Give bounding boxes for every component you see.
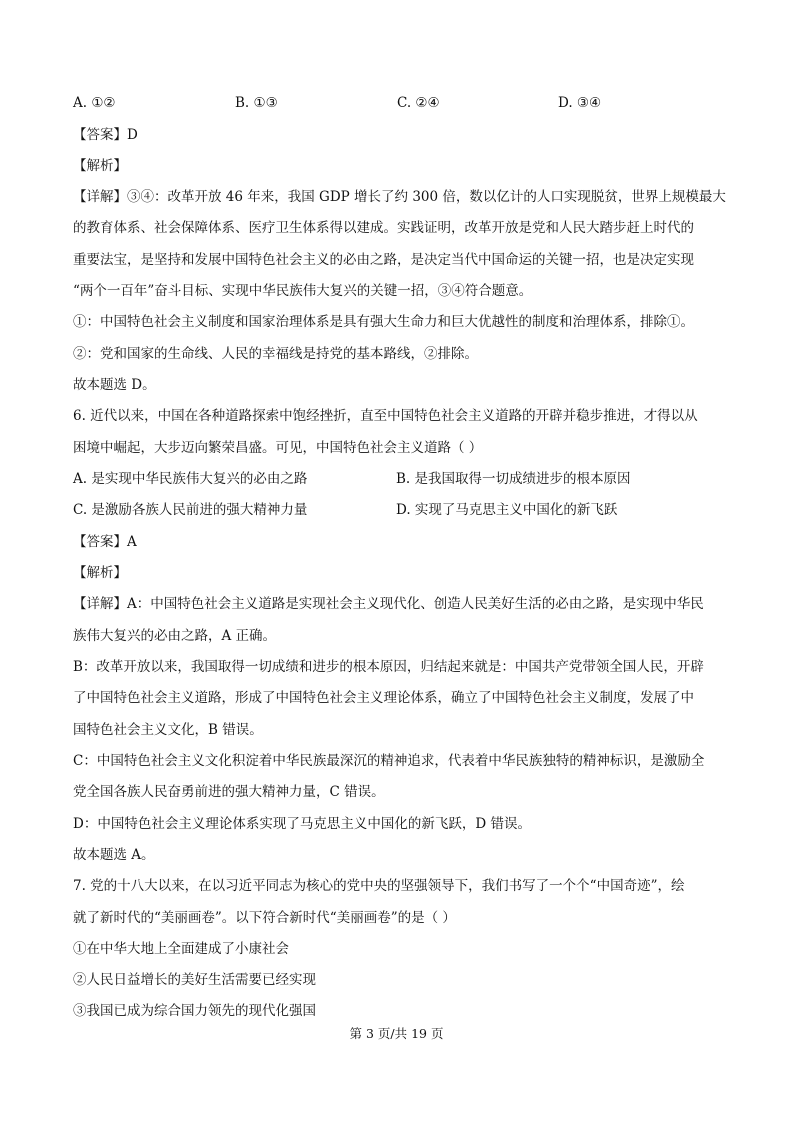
q6-detail-line: 故本题选 A。: [73, 847, 155, 863]
q6-detail-line: 了中国特色社会主义道路，形成了中国特色社会主义理论体系，确立了中国特色社会主义制度，发展了中: [73, 690, 694, 706]
q6-option-c: C. 是激励各族人民前进的强大精神力量: [73, 502, 308, 518]
q5-option-b: B. ①③: [235, 95, 278, 111]
q5-option-a: A. ①②: [73, 95, 116, 111]
q5-detail-line: ①：中国特色社会主义制度和国家治理体系是具有强大生命力和巨大优越性的制度和治理体系，排除①。: [73, 314, 694, 330]
q7-stem-line: 就了新时代的“美丽画卷”。以下符合新时代“美丽画卷”的是（ ）: [73, 910, 456, 926]
q7-item: ②人民日益增长的美好生活需要已经实现: [73, 972, 316, 988]
q7-item: ③我国已成为综合国力领先的现代化强国: [73, 1003, 316, 1019]
q6-detail-line: C：中国特色社会主义文化积淀着中华民族最深沉的精神追求，代表着中华民族独特的精神标识，是激励全: [73, 753, 705, 769]
q7-item: ①在中华大地上全面建成了小康社会: [73, 941, 289, 957]
q6-detail-line: 【详解】A：中国特色社会主义道路是实现社会主义现代化、创造人民美好生活的必由之路，是实现中华民: [73, 596, 704, 612]
q6-stem-line: 6. 近代以来，中国在各种道路探索中饱经挫折，直至中国特色社会主义道路的开辟并稳步推进，才得以从: [73, 408, 698, 424]
q5-detail-line: “两个一百年”奋斗目标、实现中华民族伟大复兴的关键一招，③④符合题意。: [73, 283, 533, 299]
q5-detail-line: 故本题选 D。: [73, 377, 156, 393]
q6-option-a: A. 是实现中华民族伟大复兴的必由之路: [73, 471, 308, 487]
q6-detail-line: 族伟大复兴的必由之路，A 正确。: [73, 628, 277, 644]
q5-option-d: D. ③④: [558, 95, 602, 111]
q5-analysis-label: 【解析】: [73, 158, 127, 174]
q5-detail-line: 的教育体系、社会保障体系、医疗卫生体系得以建成。实践证明，改革开放是党和人民大踏步赶上时代的: [73, 220, 694, 236]
q6-detail-line: 国特色社会主义文化，B 错误。: [73, 722, 263, 738]
q5-option-c: C. ②④: [397, 95, 440, 111]
page-footer: 第 3 页/共 19 页: [349, 1026, 444, 1041]
q6-detail-line: B：改革开放以来，我国取得一切成绩和进步的根本原因，归结起来就是：中国共产党带领全国人民，开辟: [73, 659, 704, 675]
q5-answer: 【答案】D: [73, 127, 138, 143]
q5-detail-line: ②：党和国家的生命线、人民的幸福线是持党的基本路线，②排除。: [73, 346, 478, 362]
q6-option-d: D. 实现了马克思主义中国化的新飞跃: [396, 502, 618, 518]
q6-detail-line: 党全国各族人民奋勇前进的强大精神力量，C 错误。: [73, 784, 385, 800]
q6-answer: 【答案】A: [73, 534, 137, 550]
q6-stem-line: 困境中崛起，大步迈向繁荣昌盛。可见，中国特色社会主义道路（ ）: [73, 440, 483, 456]
q6-option-b: B. 是我国取得一切成绩进步的根本原因: [396, 471, 631, 487]
q6-analysis-label: 【解析】: [73, 565, 127, 581]
q5-detail-line: 【详解】③④：改革开放 46 年来，我国 GDP 增长了约 300 倍，数以亿计的人口实现脱贫，世界上规模最大: [73, 189, 726, 205]
q5-detail-line: 重要法宝，是坚持和发展中国特色社会主义的必由之路，是决定当代中国命运的关键一招，也是决定实现: [73, 252, 694, 268]
q6-detail-line: D：中国特色社会主义理论体系实现了马克思主义中国化的新飞跃，D 错误。: [73, 816, 531, 832]
q7-stem-line: 7. 党的十八大以来，在以习近平同志为核心的党中央的坚强领导下，我们书写了一个个“中国奇迹”，绘: [73, 878, 685, 894]
